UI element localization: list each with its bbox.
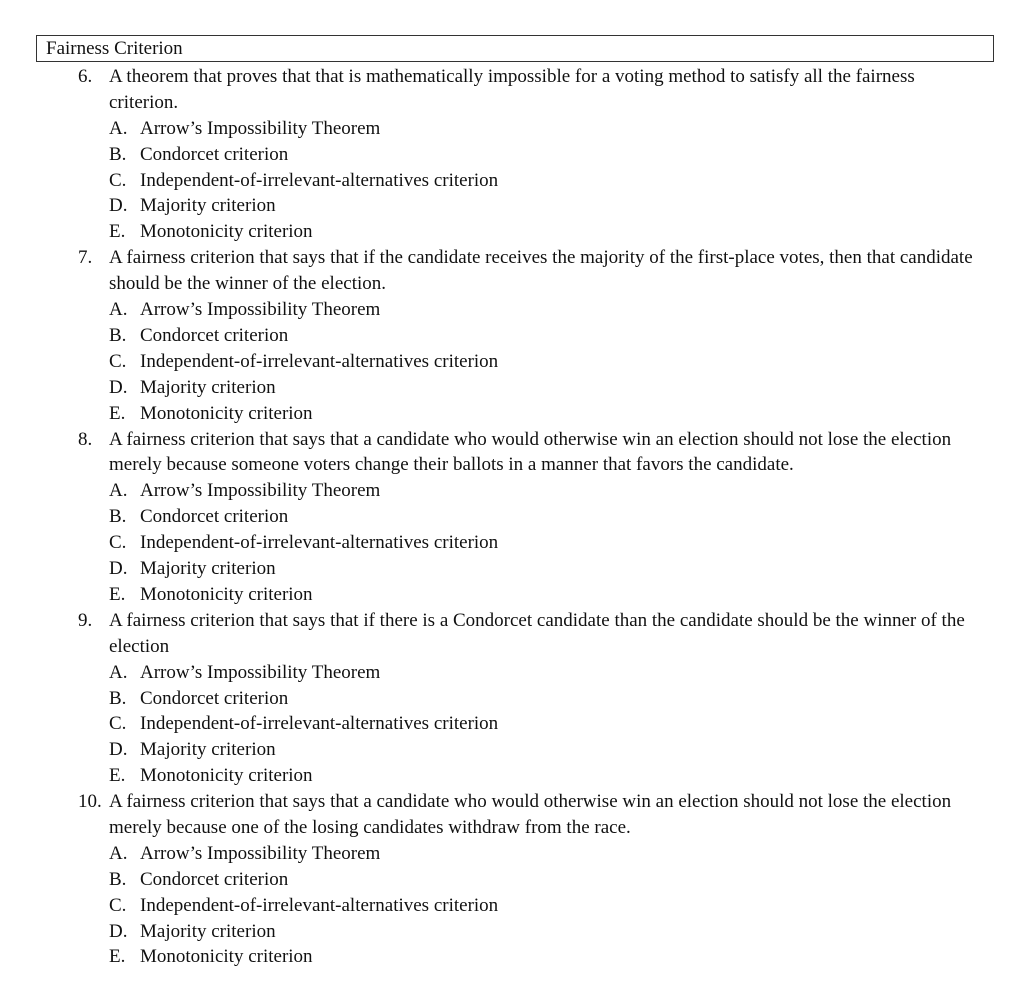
option-text: Majority criterion	[140, 920, 276, 942]
option-letter: E.	[109, 583, 126, 605]
option-letter: B.	[109, 506, 127, 528]
question-number: 9.	[78, 609, 93, 631]
option-letter: E.	[109, 221, 126, 243]
option-letter: B.	[109, 868, 127, 890]
answer-option	[0, 582, 1024, 608]
answer-option	[0, 841, 1024, 867]
option-letter: C.	[109, 713, 127, 735]
option-text: Arrow’s Impossibility Theorem	[140, 299, 381, 321]
option-letter: D.	[109, 920, 128, 942]
answer-options	[0, 478, 1024, 607]
option-text: Independent-of-irrelevant-alternatives criterion	[140, 532, 499, 554]
answer-options	[0, 841, 1024, 970]
option-letter: A.	[109, 299, 128, 321]
question-text: A theorem that proves that that is mathematically impossible for a voting method to satisfy all the fairness criterion.	[109, 66, 915, 113]
option-letter: B.	[109, 687, 127, 709]
option-letter: D.	[109, 376, 128, 398]
option-letter: C.	[109, 532, 127, 554]
option-text: Monotonicity criterion	[140, 402, 313, 424]
answer-options	[0, 116, 1024, 245]
option-text: Majority criterion	[140, 195, 276, 217]
answer-option	[0, 919, 1024, 945]
option-text: Monotonicity criterion	[140, 221, 313, 243]
answer-option	[0, 686, 1024, 712]
option-text: Monotonicity criterion	[140, 583, 313, 605]
answer-option	[0, 168, 1024, 194]
question-8	[0, 427, 1024, 608]
answer-option	[0, 142, 1024, 168]
option-letter: E.	[109, 402, 126, 424]
section-title: Fairness Criterion	[46, 38, 183, 59]
answer-option	[0, 349, 1024, 375]
option-letter: C.	[109, 350, 127, 372]
option-letter: D.	[109, 558, 128, 580]
answer-option	[0, 504, 1024, 530]
option-letter: D.	[109, 195, 128, 217]
option-letter: E.	[109, 765, 126, 787]
option-text: Majority criterion	[140, 739, 276, 761]
option-text: Monotonicity criterion	[140, 765, 313, 787]
option-letter: A.	[109, 480, 128, 502]
answer-option	[0, 116, 1024, 142]
answer-option	[0, 401, 1024, 427]
option-text: Condorcet criterion	[140, 687, 289, 709]
option-text: Condorcet criterion	[140, 143, 289, 165]
answer-option	[0, 944, 1024, 970]
question-number: 10.	[78, 791, 102, 813]
section-header	[36, 35, 994, 62]
option-text: Condorcet criterion	[140, 868, 289, 890]
question-text: A fairness criterion that says that if the candidate receives the majority of the first-place votes, then that candidate should be the winner of the election.	[109, 247, 973, 295]
option-letter: A.	[109, 842, 128, 864]
answer-option	[0, 219, 1024, 245]
answer-option	[0, 193, 1024, 219]
option-letter: E.	[109, 946, 126, 968]
option-text: Majority criterion	[140, 376, 276, 398]
answer-option	[0, 763, 1024, 789]
question-text: A fairness criterion that says that if there is a Condorcet candidate than the candidate should be the winner of the election	[109, 609, 965, 657]
answer-option	[0, 323, 1024, 349]
answer-option	[0, 867, 1024, 893]
option-text: Condorcet criterion	[140, 324, 289, 346]
answer-option	[0, 556, 1024, 582]
question-number: 8.	[78, 428, 93, 450]
option-text: Arrow’s Impossibility Theorem	[140, 480, 381, 502]
answer-options	[0, 660, 1024, 789]
question-6	[0, 64, 1024, 245]
option-text: Arrow’s Impossibility Theorem	[140, 117, 381, 139]
question-10	[0, 789, 1024, 970]
option-text: Independent-of-irrelevant-alternatives criterion	[140, 713, 499, 735]
answer-option	[0, 530, 1024, 556]
question-text: A fairness criterion that says that a candidate who would otherwise win an election should not lose the election merely because someone voters change their ballots in a manner that favors the candidate.	[109, 428, 952, 476]
answer-option	[0, 478, 1024, 504]
option-text: Majority criterion	[140, 558, 276, 580]
question-list	[0, 64, 1024, 970]
option-letter: C.	[109, 894, 127, 916]
question-7	[0, 245, 1024, 426]
option-letter: C.	[109, 169, 127, 191]
option-text: Condorcet criterion	[140, 506, 289, 528]
option-text: Arrow’s Impossibility Theorem	[140, 842, 381, 864]
option-letter: B.	[109, 324, 127, 346]
answer-option	[0, 711, 1024, 737]
option-letter: D.	[109, 739, 128, 761]
option-text: Independent-of-irrelevant-alternatives criterion	[140, 350, 499, 372]
answer-option	[0, 737, 1024, 763]
question-text: A fairness criterion that says that a candidate who would otherwise win an election should not lose the election merely because one of the losing candidates withdraw from the race.	[109, 791, 952, 838]
answer-option	[0, 893, 1024, 919]
option-letter: A.	[109, 117, 128, 139]
option-letter: A.	[109, 661, 128, 683]
option-text: Independent-of-irrelevant-alternatives criterion	[140, 894, 499, 916]
option-text: Monotonicity criterion	[140, 946, 313, 968]
answer-option	[0, 375, 1024, 401]
question-number: 6.	[78, 66, 93, 87]
question-number: 7.	[78, 247, 93, 269]
option-text: Arrow’s Impossibility Theorem	[140, 661, 381, 683]
option-text: Independent-of-irrelevant-alternatives criterion	[140, 169, 499, 191]
answer-options	[0, 297, 1024, 426]
question-9	[0, 608, 1024, 789]
option-letter: B.	[109, 143, 127, 165]
answer-option	[0, 297, 1024, 323]
answer-option	[0, 660, 1024, 686]
